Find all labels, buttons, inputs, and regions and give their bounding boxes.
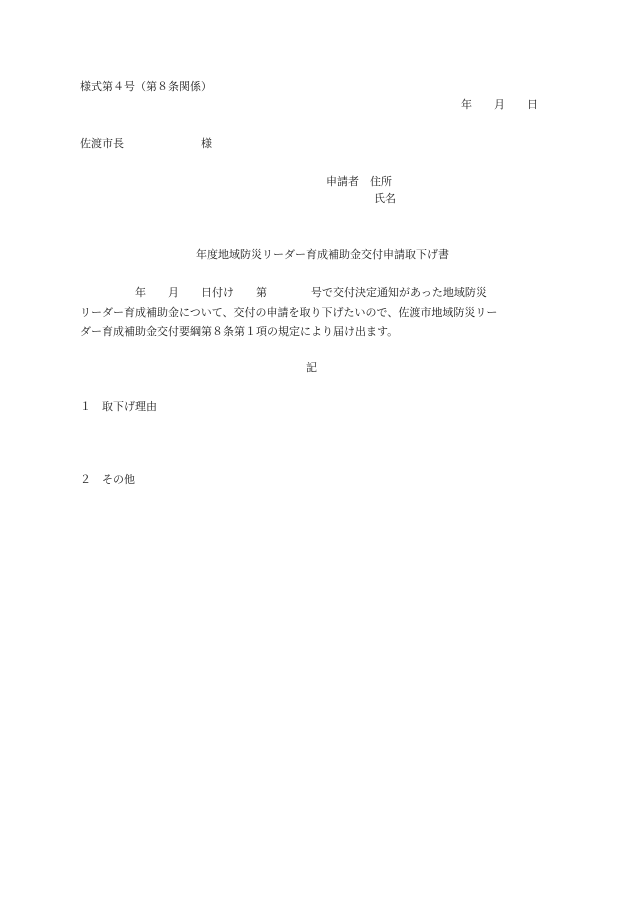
body-line-3: ダー育成補助金交付要綱第８条第１項の規定により届け出ます。	[80, 325, 399, 338]
section-other: ２ その他	[80, 473, 135, 486]
body-line-2: リーダー育成補助金について、交付の申請を取り下げたいので、佐渡市地域防災リー	[80, 306, 498, 319]
date-line: 年 月 日	[461, 98, 538, 111]
section-withdrawal-reason: １ 取下げ理由	[80, 400, 157, 413]
form-number: 様式第４号（第８条関係）	[80, 80, 212, 93]
document-title: 年度地域防災リーダー育成補助金交付申請取下げ書	[196, 248, 449, 261]
body-line-1: 年 月 日付け 第 号で交付決定通知があった地域防災	[80, 286, 487, 299]
applicant-name-line: 氏名	[374, 192, 396, 205]
addressee: 佐渡市長 様	[80, 137, 212, 150]
ki-label: 記	[306, 361, 317, 374]
applicant-address-line: 申請者 住所	[326, 175, 392, 188]
